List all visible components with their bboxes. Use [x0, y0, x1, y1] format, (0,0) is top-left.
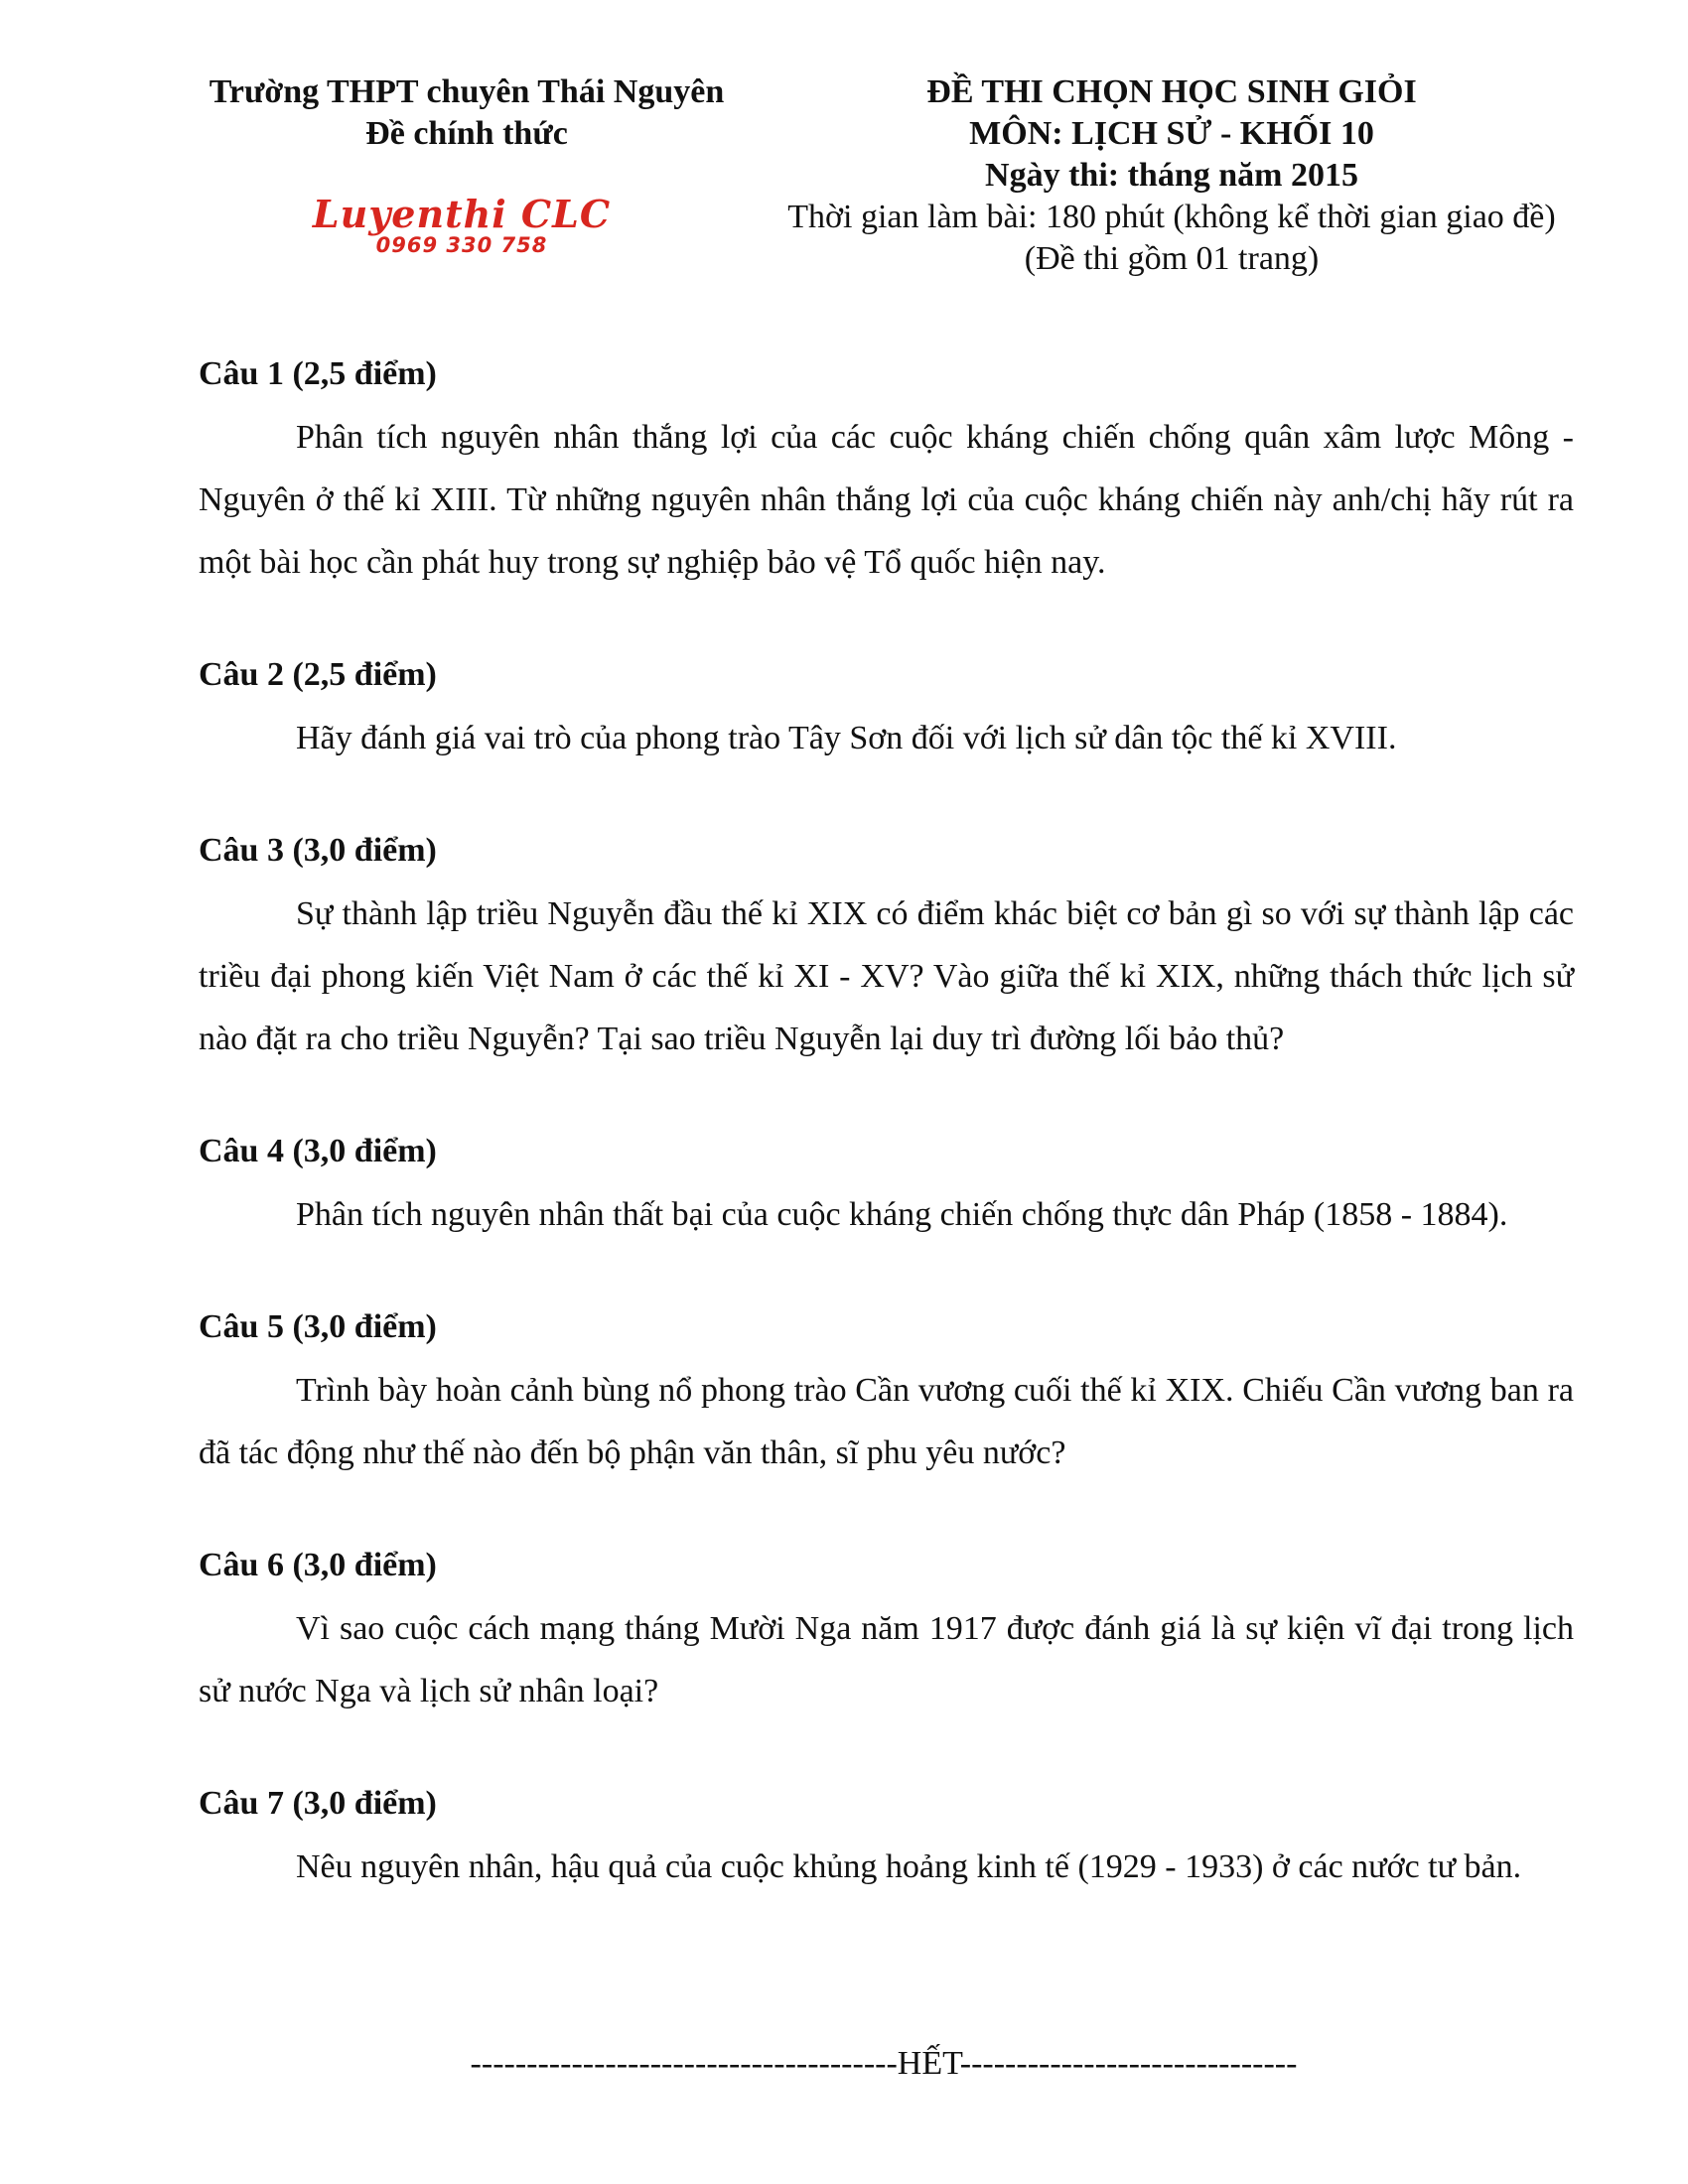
question-body: Trình bày hoàn cảnh bùng nổ phong trào Cần vương cuối thế kỉ XIX. Chiếu Cần vương ban ra đã tác động như thế nào đến bộ phận văn thân, sĩ phu yêu nước? [199, 1372, 1574, 1471]
question-title: Câu 7 (3,0 điểm) [199, 1785, 437, 1822]
exam-subject: MÔN: LỊCH SỬ - KHỐI 10 [969, 115, 1374, 152]
question-title: Câu 3 (3,0 điểm) [199, 832, 437, 869]
question-body: Phân tích nguyên nhân thắng lợi của các cuộc kháng chiến chống quân xâm lược Mông - Nguyên ở thế kỉ XIII. Từ những nguyên nhân thắng lợi của cuộc kháng chiến này anh/chị hãy rút ra một bài học cần phát huy trong sự nghiệp bảo vệ Tổ quốc hiện nay. [199, 419, 1574, 581]
logo-phone: 0969 330 758 [375, 233, 548, 257]
end-marker: --------------------------------------HẾT------------------------------ [470, 2045, 1298, 2082]
exam-header [740, 71, 1604, 280]
question-title: Câu 2 (2,5 điểm) [199, 656, 437, 693]
question-4 [199, 1130, 1574, 1246]
question-5 [199, 1305, 1574, 1484]
question-body: Nêu nguyên nhân, hậu quả của cuộc khủng hoảng kinh tế (1929 - 1933) ở các nước tư bản. [296, 1848, 1522, 1885]
question-body: Hãy đánh giá vai trò của phong trào Tây Sơn đối với lịch sử dân tộc thế kỉ XVIII. [296, 720, 1397, 756]
question-title: Câu 1 (2,5 điểm) [199, 355, 437, 392]
exam-pages: (Đề thi gồm 01 trang) [1024, 240, 1320, 277]
school-name: Trường THPT chuyên Thái Nguyên [209, 73, 725, 110]
question-6 [199, 1544, 1574, 1722]
question-title: Câu 6 (3,0 điểm) [199, 1547, 437, 1583]
question-7 [199, 1782, 1574, 1898]
official-label: Đề chính thức [365, 115, 568, 152]
question-title: Câu 5 (3,0 điểm) [199, 1308, 437, 1345]
exam-date: Ngày thi: tháng năm 2015 [985, 157, 1358, 194]
question-body: Phân tích nguyên nhân thất bại của cuộc kháng chiến chống thực dân Pháp (1858 - 1884). [296, 1196, 1508, 1233]
question-title: Câu 4 (3,0 điểm) [199, 1133, 437, 1169]
school-header [139, 71, 794, 155]
question-body: Vì sao cuộc cách mạng tháng Mười Nga năm 1917 được đánh giá là sự kiện vĩ đại trong lịch sử nước Nga và lịch sử nhân loại? [199, 1610, 1574, 1709]
logo-text: Luyenthi CLC [312, 192, 612, 236]
question-1 [199, 352, 1574, 594]
question-2 [199, 653, 1574, 769]
question-3 [199, 829, 1574, 1070]
question-list [199, 352, 1574, 1958]
exam-duration: Thời gian làm bài: 180 phút (không kể thời gian giao đề) [787, 199, 1556, 235]
question-body: Sự thành lập triều Nguyễn đầu thế kỉ XIX có điểm khác biệt cơ bản gì so với sự thành lập các triều đại phong kiến Việt Nam ở các thế kỉ XI - XV? Vào giữa thế kỉ XIX, những thách thức lịch sử nào đặt ra cho triều Nguyễn? Tại sao triều Nguyễn lại duy trì đường lối bảo thủ? [199, 895, 1574, 1057]
logo [303, 192, 621, 257]
exam-title: ĐỀ THI CHỌN HỌC SINH GIỎI [926, 73, 1417, 110]
